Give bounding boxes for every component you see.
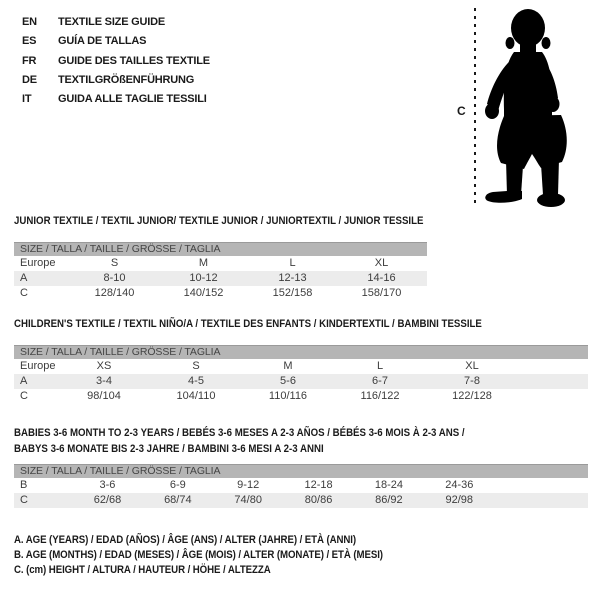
height-measure-label: C (457, 104, 466, 118)
filler-cell (518, 374, 588, 389)
size-cell: 68/74 (164, 494, 192, 506)
section-title (14, 425, 519, 457)
size-cell: 5-6 (280, 375, 296, 387)
size-cell: 12-13 (278, 272, 307, 284)
size-section (14, 214, 427, 301)
size-cell: 7-8 (464, 375, 480, 387)
size-cell: 14-16 (367, 272, 396, 284)
language-list (22, 13, 210, 109)
filler-cell (494, 478, 588, 493)
table-row (14, 256, 427, 271)
size-cell: 6-9 (169, 479, 186, 491)
size-table (14, 359, 588, 404)
language-label: GUÍA DE TALLAS (58, 35, 147, 48)
language-row (22, 13, 210, 32)
table-header-band: SIZE / TALLA / TAILLE / GRÖSSE / TAGLIA (14, 242, 427, 256)
size-cell: 128/140 (94, 287, 135, 299)
size-cell: 3-4 (96, 375, 112, 387)
language-label: TEXTILE SIZE GUIDE (58, 16, 166, 28)
language-row (22, 32, 210, 51)
size-cell: 116/122 (360, 390, 400, 402)
row-label: Europe (20, 360, 56, 372)
size-cell: S (192, 360, 200, 372)
table-header-band: SIZE / TALLA / TAILLE / GRÖSSE / TAGLIA (14, 345, 588, 359)
table-row (14, 359, 588, 374)
language-code: EN (22, 16, 37, 28)
size-cell: S (110, 257, 119, 269)
height-measure-line (474, 8, 476, 208)
size-cell: 152/158 (272, 287, 313, 299)
size-cell: 18-24 (374, 479, 403, 491)
language-code: IT (22, 93, 32, 106)
size-cell: 104/110 (176, 390, 216, 402)
table-row (14, 493, 588, 508)
table-row (14, 478, 588, 493)
legend-line: B. AGE (MONTHS) / EDAD (MESES) / ÂGE (MOIS) / ALTER (MONATE) / ETÀ (MESI) (14, 549, 383, 561)
baby-silhouette-icon (480, 0, 600, 220)
size-cell: XS (96, 360, 112, 372)
size-cell: M (283, 360, 293, 372)
size-cell: 122/128 (452, 390, 492, 402)
size-cell: L (376, 360, 384, 372)
size-cell: 9-12 (237, 479, 260, 491)
size-section (14, 317, 588, 404)
row-label: A (20, 272, 28, 284)
language-label: GUIDA ALLE TAGLIE TESSILI (58, 93, 207, 106)
table-row (14, 286, 427, 301)
filler-cell (518, 359, 588, 374)
section-title-line: CHILDREN'S TEXTILE / TEXTIL NIÑO/A / TEXTILE DES ENFANTS / KINDERTEXTIL / BAMBINI TESSILE (14, 318, 482, 330)
filler-cell (494, 493, 588, 508)
section-title-line: BABYS 3-6 MONATE BIS 2-3 JAHRE / BAMBINI 3-6 MESI A 2-3 ANNI (14, 443, 324, 455)
legend-line: C. (cm) HEIGHT / ALTURA / HAUTEUR / HÖHE / ALTEZZA (14, 564, 271, 576)
size-cell: 80/86 (304, 494, 333, 506)
size-cell: M (198, 257, 209, 269)
row-label: B (20, 479, 28, 491)
language-code: ES (22, 35, 37, 48)
size-cell: XL (374, 257, 389, 269)
language-label: TEXTILGRÖßENFÜHRUNG (58, 73, 195, 86)
size-table (14, 478, 588, 508)
filler-cell (426, 271, 427, 286)
section-title (14, 214, 424, 228)
size-table (14, 256, 427, 301)
size-cell: 98/104 (87, 390, 121, 402)
language-row (22, 52, 210, 71)
size-cell: 10-12 (189, 272, 218, 284)
table-header-band: SIZE / TALLA / TAILLE / GRÖSSE / TAGLIA (14, 464, 588, 478)
section-title-line: BABIES 3-6 MONTH TO 2-3 YEARS / BEBÉS 3-6 MESES A 2-3 AÑOS / BÉBÉS 3-6 MOIS À 2-3 ANS / (14, 427, 465, 439)
section-title (14, 317, 519, 331)
row-label: A (20, 375, 28, 387)
filler-cell (426, 256, 427, 271)
baby-figure (455, 0, 600, 220)
size-cell: 24-36 (445, 479, 474, 491)
table-row (14, 389, 588, 404)
section-title-line: JUNIOR TEXTILE / TEXTIL JUNIOR/ TEXTILE JUNIOR / JUNIORTEXTIL / JUNIOR TESSILE (14, 215, 424, 227)
size-cell: 3-6 (99, 479, 116, 491)
row-label: C (20, 287, 28, 299)
language-code: FR (22, 54, 37, 67)
table-row (14, 271, 427, 286)
size-cell: XL (465, 360, 479, 372)
language-label: GUIDE DES TAILLES TEXTILE (58, 54, 210, 67)
filler-cell (426, 286, 427, 301)
size-cell: 62/68 (93, 494, 122, 506)
row-label: Europe (20, 257, 56, 269)
size-cell: 12-18 (304, 479, 333, 491)
row-label: C (20, 494, 28, 506)
size-cell: 74/80 (234, 494, 262, 506)
size-cell: 140/152 (183, 287, 224, 299)
table-row (14, 374, 588, 389)
legend-line: A. AGE (YEARS) / EDAD (AÑOS) / ÂGE (ANS) / ALTER (JAHRE) / ETÀ (ANNI) (14, 534, 357, 546)
size-cell: 8-10 (103, 272, 126, 284)
size-cell: 158/170 (361, 287, 402, 299)
size-cell: 110/116 (268, 390, 308, 402)
language-row (22, 71, 210, 90)
size-section (14, 425, 588, 508)
legend (14, 533, 433, 578)
size-cell: L (289, 257, 296, 269)
row-label: C (20, 390, 28, 402)
size-cell: 92/98 (445, 494, 474, 506)
size-cell: 4-5 (188, 375, 204, 387)
filler-cell (518, 389, 588, 404)
language-row (22, 90, 210, 109)
size-cell: 6-7 (372, 375, 388, 387)
language-code: DE (22, 73, 37, 86)
size-cell: 86/92 (375, 494, 403, 506)
